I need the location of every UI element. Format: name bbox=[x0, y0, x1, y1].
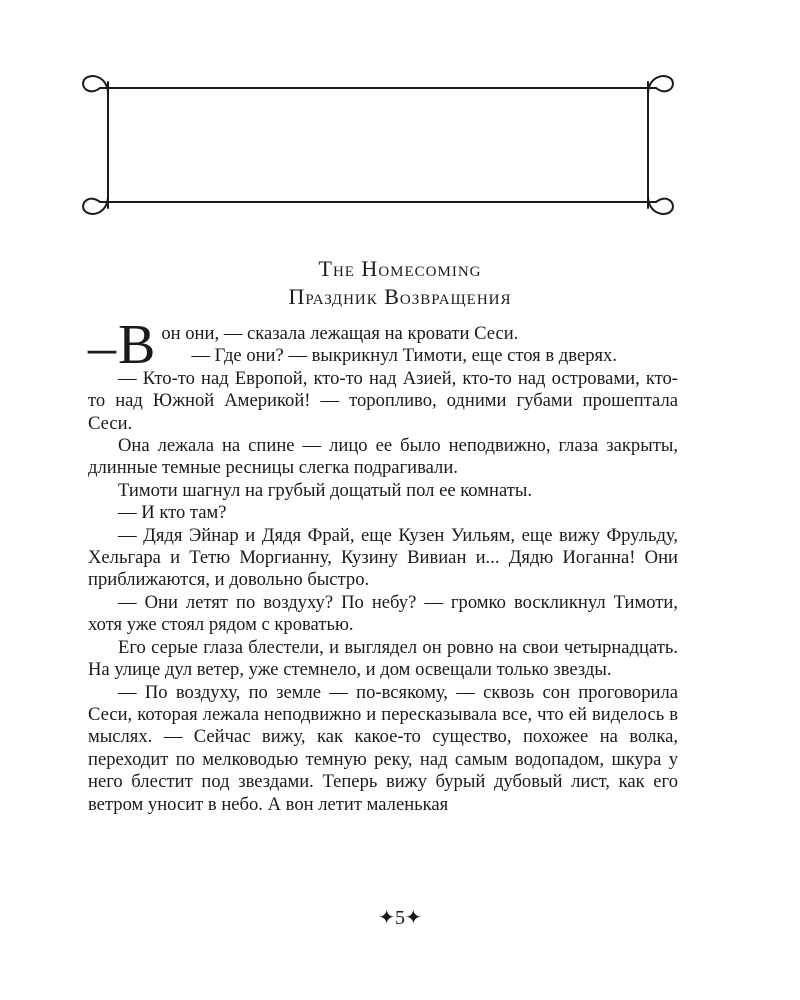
frame-curl-top-right bbox=[648, 76, 673, 94]
paragraph: Она лежала на спине — лицо ее было неподвижно, глаза закрыты, длинные темные ресницы слегка подрагивали. bbox=[88, 435, 678, 479]
ornament-left-icon: ✦ bbox=[378, 907, 395, 929]
opening-text: он они, — сказала лежащая на кровати Сеси. bbox=[161, 323, 519, 344]
chapter-title-russian: Праздник Возвращения bbox=[288, 284, 512, 309]
drop-cap: В bbox=[118, 314, 156, 376]
page-number: 5 bbox=[395, 907, 405, 929]
paragraph: — Дядя Эйнар и Дядя Фрай, еще Кузен Уильям, еще вижу Фрульду, Хельгара и Тетю Моргианну, Кузину Вивиан и... Дядю Иоганна! Они приближаются, и довольно быстро. bbox=[88, 524, 678, 591]
page-number-footer bbox=[0, 905, 800, 930]
frame-curl-bottom-right bbox=[648, 196, 673, 214]
paragraph: — Они летят по воздуху? По небу? — громко воскликнул Тимоти, хотя уже стоял рядом с кроватью. bbox=[88, 591, 678, 636]
paragraph: — По воздуху, по земле — по-всякому, — сквозь сон проговорила Сеси, которая лежала неподвижно и пересказывала все, что ей виделось в мыслях. — Сейчас вижу, как какое-то существо, похожее на волка, переходит по мелководью темную реку, над самым водопадом, шкура у него блестит под звездами. Теперь вижу бурый дубовый лист, как его ветром уносит в небо. А вон летит маленькая bbox=[88, 681, 678, 815]
frame-curl-bottom-left bbox=[83, 196, 108, 214]
ornamental-frame bbox=[78, 70, 678, 220]
chapter-title-english: The Homecoming bbox=[318, 256, 482, 281]
body-text bbox=[88, 314, 678, 816]
paragraph: Его серые глаза блестели, и выглядел он ровно на свои четырнадцать. На улице дул ветер, уже стемнело, и дом освещали только звезды. bbox=[88, 636, 678, 681]
paragraph: — И кто там? bbox=[118, 502, 227, 524]
ornament-right-icon: ✦ bbox=[405, 907, 422, 929]
opening-dash: – bbox=[88, 316, 116, 378]
frame-curl-top-left bbox=[83, 76, 108, 94]
paragraph: Тимоти шагнул на грубый дощатый пол ее комнаты. bbox=[118, 479, 533, 501]
paragraph: — Кто-то над Европой, кто-то над Азией, кто-то над островами, кто-то над Южной Америкой! — торопливо, одними губами прошептала Сеси. bbox=[88, 367, 678, 434]
paragraph: — Где они? — выкрикнул Тимоти, еще стоя в дверях. bbox=[191, 345, 617, 367]
